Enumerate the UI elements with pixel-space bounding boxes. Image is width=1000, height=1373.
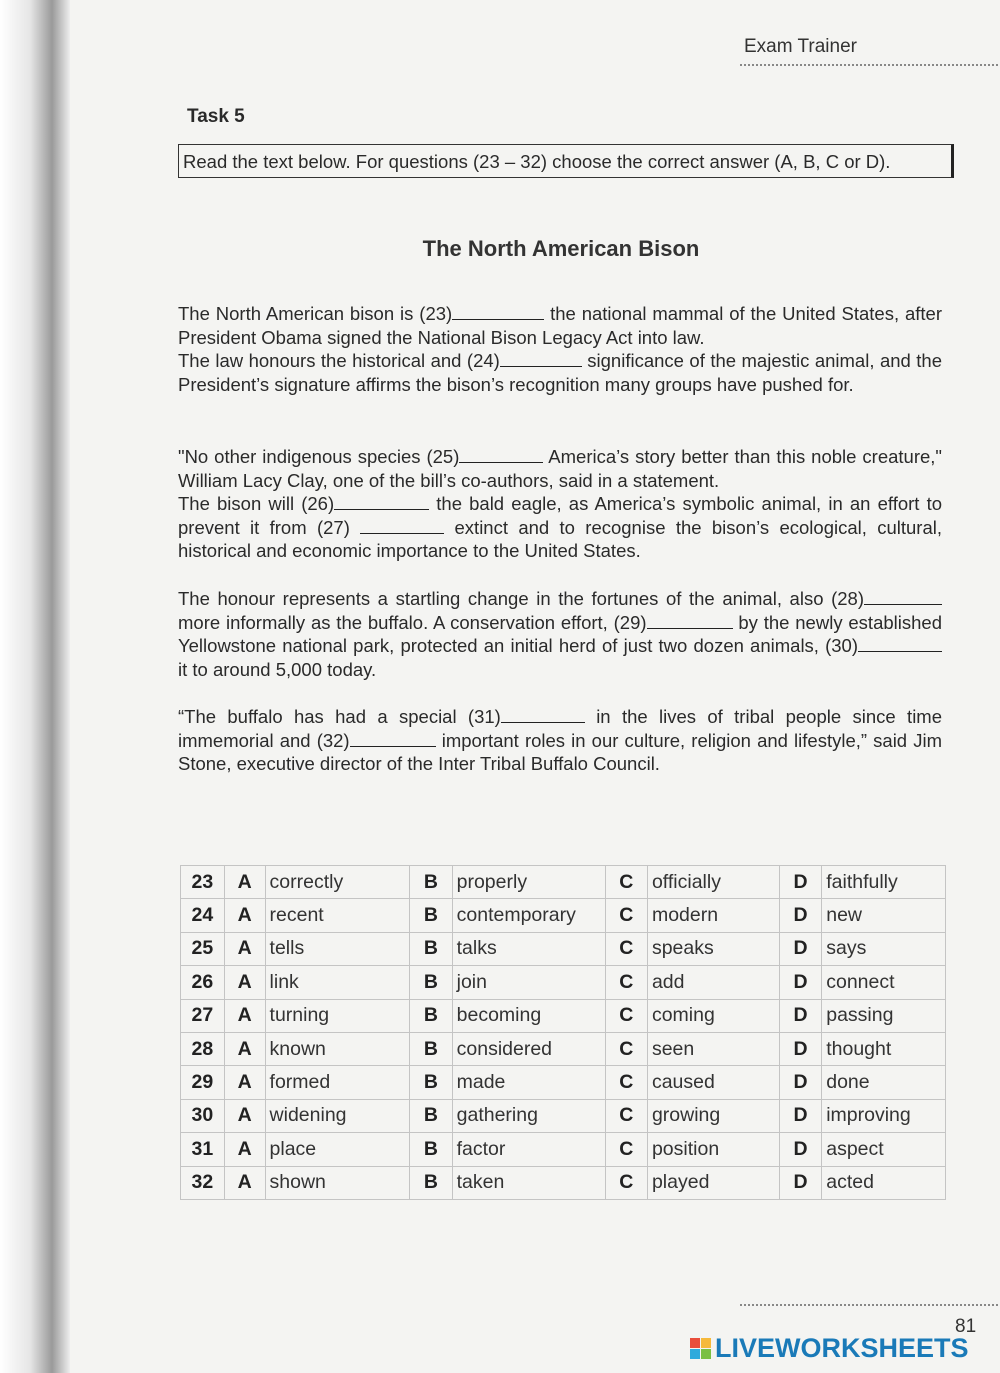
option-23-c[interactable]: officially: [647, 866, 779, 899]
liveworksheets-logo-text: LIVEWORKSHEETS: [715, 1333, 969, 1363]
option-letter-d: D: [779, 1099, 821, 1132]
p2-s2a: The bison will (26): [178, 493, 335, 514]
p2-s2c: extinct and to recognise the bison’s ecological, cultural, historical and economic importance to the United States.: [178, 516, 942, 561]
question-number: 29: [181, 1066, 225, 1099]
question-number: 32: [181, 1166, 225, 1199]
page-number: 81: [955, 1316, 977, 1337]
task-instruction-box: [178, 144, 954, 178]
option-letter-d: D: [779, 1133, 821, 1166]
option-letter-c: C: [605, 932, 647, 965]
option-28-c[interactable]: seen: [647, 1032, 779, 1065]
option-30-a[interactable]: widening: [265, 1099, 410, 1132]
option-28-a[interactable]: known: [265, 1032, 410, 1065]
option-letter-a: A: [224, 899, 265, 932]
gap-28[interactable]: [864, 588, 942, 605]
option-25-b[interactable]: talks: [452, 932, 605, 965]
option-letter-a: A: [224, 866, 265, 899]
p4-b: in the lives of tribal people since time immemorial and (32): [178, 706, 943, 751]
option-letter-c: C: [605, 1066, 647, 1099]
option-30-c[interactable]: growing: [647, 1099, 779, 1132]
p3-b: more informally as the buffalo. A conservation effort, (29): [178, 611, 647, 633]
option-letter-b: B: [410, 866, 452, 899]
option-letter-d: D: [779, 1166, 821, 1199]
option-letter-c: C: [605, 899, 647, 932]
option-letter-a: A: [224, 932, 265, 965]
option-25-d[interactable]: says: [822, 932, 946, 965]
header-dotted-rule: [740, 64, 998, 66]
gap-32[interactable]: [350, 730, 436, 747]
p1-s1a: The North American bison is (23): [178, 303, 453, 324]
option-24-c[interactable]: modern: [647, 899, 779, 932]
option-32-a[interactable]: shown: [265, 1166, 410, 1199]
task-title: Task 5: [187, 106, 245, 127]
option-29-b[interactable]: made: [452, 1066, 605, 1099]
question-number: 28: [181, 1032, 225, 1065]
option-letter-b: B: [410, 1133, 452, 1166]
question-number: 26: [181, 966, 225, 999]
gap-29[interactable]: [647, 612, 733, 629]
p1-s2a: The law honours the historical and (24): [178, 350, 500, 371]
answer-row-31: [181, 1133, 946, 1166]
option-24-a[interactable]: recent: [265, 899, 410, 932]
option-letter-b: B: [410, 966, 452, 999]
option-letter-d: D: [779, 1032, 821, 1065]
gap-25[interactable]: [459, 446, 543, 463]
article-paragraph-4: [178, 705, 942, 776]
option-26-c[interactable]: add: [647, 966, 779, 999]
option-31-b[interactable]: factor: [452, 1133, 605, 1166]
option-29-a[interactable]: formed: [265, 1066, 410, 1099]
option-32-b[interactable]: taken: [452, 1166, 605, 1199]
p3-c: by the newly established Yellowstone national park, protected an initial herd of just two dozen animals, (30): [178, 611, 942, 656]
gap-27[interactable]: [360, 517, 444, 534]
question-number: 30: [181, 1099, 225, 1132]
question-number: 23: [181, 866, 225, 899]
p2-s2b: the bald eagle, as America’s symbolic animal, in an effort to prevent it from (27): [178, 493, 942, 538]
option-letter-b: B: [410, 999, 452, 1032]
option-31-d[interactable]: aspect: [822, 1133, 946, 1166]
question-number: 27: [181, 999, 225, 1032]
answer-row-23: [181, 866, 946, 899]
option-letter-b: B: [410, 1066, 452, 1099]
answer-row-27: [181, 999, 946, 1032]
answer-row-30: [181, 1099, 946, 1132]
question-number: 31: [181, 1133, 225, 1166]
option-letter-a: A: [224, 999, 265, 1032]
gap-24[interactable]: [500, 350, 582, 367]
liveworksheets-logo: [690, 1333, 969, 1364]
option-letter-a: A: [224, 1032, 265, 1065]
option-letter-a: A: [224, 966, 265, 999]
p2-s1a: "No other indigenous species (25): [178, 446, 460, 467]
option-letter-a: A: [224, 1166, 265, 1199]
option-letter-b: B: [410, 899, 452, 932]
answer-row-32: [181, 1166, 946, 1199]
answer-row-25: [181, 932, 946, 965]
liveworksheets-logo-icon: [690, 1338, 712, 1360]
option-letter-b: B: [410, 1099, 452, 1132]
answer-row-24: [181, 899, 946, 932]
option-29-d[interactable]: done: [822, 1066, 946, 1099]
option-32-d[interactable]: acted: [822, 1166, 946, 1199]
p4-c: important roles in our culture, religion and lifestyle,” said Jim Stone, executive director of the Inter Tribal Buffalo Council.: [178, 729, 942, 774]
article-paragraph-1: [178, 302, 942, 396]
option-letter-c: C: [605, 999, 647, 1032]
option-letter-c: C: [605, 866, 647, 899]
header-title: Exam Trainer: [744, 36, 857, 57]
option-25-a[interactable]: tells: [265, 932, 410, 965]
option-23-b[interactable]: properly: [452, 866, 605, 899]
answer-row-29: [181, 1066, 946, 1099]
book-spine-shadow: [0, 0, 70, 1373]
option-31-a[interactable]: place: [265, 1133, 410, 1166]
option-letter-b: B: [410, 1166, 452, 1199]
option-letter-c: C: [605, 1032, 647, 1065]
article-paragraph-2: [178, 445, 942, 563]
question-number: 25: [181, 932, 225, 965]
option-letter-c: C: [605, 1099, 647, 1132]
option-letter-a: A: [224, 1133, 265, 1166]
option-29-c[interactable]: caused: [647, 1066, 779, 1099]
option-26-b[interactable]: join: [452, 966, 605, 999]
option-27-a[interactable]: turning: [265, 999, 410, 1032]
option-25-c[interactable]: speaks: [647, 932, 779, 965]
option-30-b[interactable]: gathering: [452, 1099, 605, 1132]
option-27-c[interactable]: coming: [647, 999, 779, 1032]
p1-s1b: the national mammal of the United States, after President Obama signed the National Bison Legacy Act into law.: [178, 303, 942, 348]
answer-row-28: [181, 1032, 946, 1065]
option-letter-a: A: [224, 1066, 265, 1099]
p3-d: it to around 5,000 today.: [178, 658, 377, 680]
option-28-d[interactable]: thought: [822, 1032, 946, 1065]
option-letter-b: B: [410, 1032, 452, 1065]
option-letter-c: C: [605, 1166, 647, 1199]
answer-row-26: [181, 966, 946, 999]
option-letter-d: D: [779, 966, 821, 999]
footer-dotted-rule: [740, 1304, 998, 1306]
article-title: The North American Bison: [422, 236, 700, 261]
p4-a: “The buffalo has had a special (31): [178, 706, 501, 727]
p1-s2b: significance of the majestic animal, and the President’s signature affirms the bison’s recognition many groups have pushed for.: [178, 350, 943, 395]
option-32-c[interactable]: played: [647, 1166, 779, 1199]
option-24-b[interactable]: contemporary: [452, 899, 605, 932]
task-instruction: Read the text below. For questions (23 – 32) choose the correct answer (A, B, C or D).: [183, 151, 891, 172]
gap-23[interactable]: [452, 303, 544, 320]
option-24-d[interactable]: new: [822, 899, 946, 932]
question-number: 24: [181, 899, 225, 932]
gap-31[interactable]: [501, 706, 585, 723]
option-letter-a: A: [224, 1099, 265, 1132]
answer-options-table: [180, 865, 946, 1200]
p3-a: The honour represents a startling change in the fortunes of the animal, also (28): [178, 588, 864, 609]
option-27-b[interactable]: becoming: [452, 999, 605, 1032]
option-letter-b: B: [410, 932, 452, 965]
option-30-d[interactable]: improving: [822, 1099, 946, 1132]
option-31-c[interactable]: position: [647, 1133, 779, 1166]
article-paragraph-3: [178, 587, 942, 681]
option-26-d[interactable]: connect: [822, 966, 946, 999]
option-23-d[interactable]: faithfully: [822, 866, 946, 899]
gap-26[interactable]: [334, 493, 429, 510]
option-letter-d: D: [779, 932, 821, 965]
option-23-a[interactable]: correctly: [265, 866, 410, 899]
option-27-d[interactable]: passing: [822, 999, 946, 1032]
p2-s1b: America’s story better than this noble creature," William Lacy Clay, one of the bill’s co-authors, said in a statement.: [178, 446, 942, 491]
option-letter-d: D: [779, 1066, 821, 1099]
option-28-b[interactable]: considered: [452, 1032, 605, 1065]
option-letter-d: D: [779, 899, 821, 932]
gap-30[interactable]: [858, 635, 942, 652]
option-letter-d: D: [779, 999, 821, 1032]
option-letter-c: C: [605, 966, 647, 999]
option-letter-c: C: [605, 1133, 647, 1166]
option-26-a[interactable]: link: [265, 966, 410, 999]
option-letter-d: D: [779, 866, 821, 899]
